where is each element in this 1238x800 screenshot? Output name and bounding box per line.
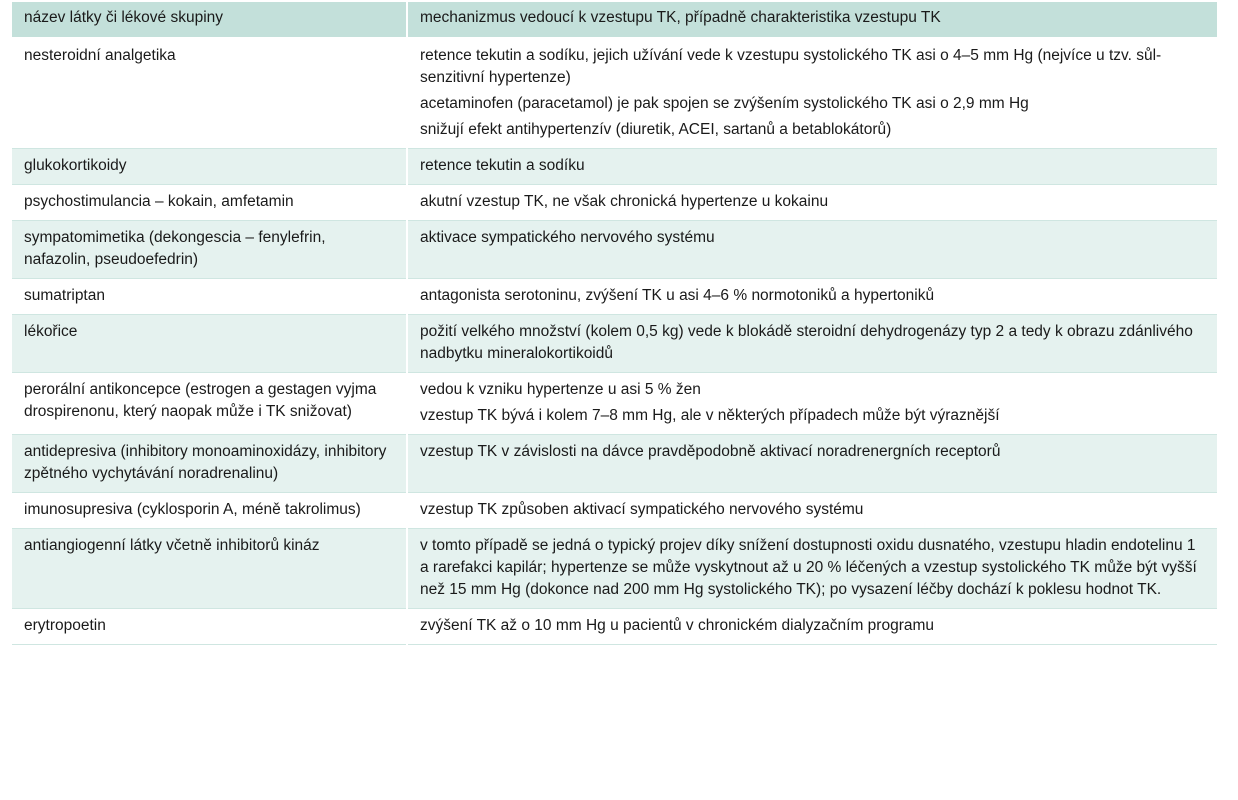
substance-cell: glukokortikoidy: [12, 149, 407, 185]
table-row: [12, 493, 1217, 529]
substance-cell: antidepresiva (inhibitory monoaminoxidázy, inhibitory zpětného vychytávání noradrenalinu): [12, 435, 407, 493]
table-row: [12, 279, 1217, 315]
substance-cell: perorální antikoncepce (estrogen a gestagen vyjma drospirenonu, který naopak může i TK snižovat): [12, 373, 407, 435]
mechanism-cell: [407, 493, 1217, 529]
mechanism-text: vedou k vzniku hypertenze u asi 5 % žen: [420, 381, 701, 398]
mechanism-cell: [407, 435, 1217, 493]
substance-cell: lékořice: [12, 315, 407, 373]
mechanism-cell: [407, 221, 1217, 279]
mechanism-text: požití velkého množství (kolem 0,5 kg) vede k blokádě steroidní dehydrogenázy typ 2 a tedy k obrazu zdánlivého nadbytku mineralokortikoidů: [420, 323, 1193, 362]
mechanism-cell: [407, 529, 1217, 609]
drug-hypertension-table-container: [12, 2, 1217, 645]
mechanism-cell: [407, 373, 1217, 435]
mechanism-text: akutní vzestup TK, ne však chronická hypertenze u kokainu: [420, 193, 829, 210]
mechanism-text: aktivace sympatického nervového systému: [420, 229, 715, 246]
substance-cell: antiangiogenní látky včetně inhibitorů kináz: [12, 529, 407, 609]
table-header-row: [12, 2, 1217, 38]
mechanism-cell: [407, 38, 1217, 149]
table-row: [12, 315, 1217, 373]
mechanism-text: zvýšení TK až o 10 mm Hg u pacientů v chronickém dialyzačním programu: [420, 617, 935, 634]
drug-hypertension-table: [12, 2, 1217, 645]
mechanism-text: vzestup TK bývá i kolem 7–8 mm Hg, ale v některých případech může být výraznější: [420, 407, 1000, 424]
table-body: [12, 38, 1217, 645]
substance-cell: nesteroidní analgetika: [12, 38, 407, 149]
mechanism-text: snižují efekt antihypertenzív (diuretik, ACEI, sartanů a betablokátorů): [420, 121, 892, 138]
table-row: [12, 38, 1217, 149]
mechanism-text: retence tekutin a sodíku: [420, 157, 585, 174]
table-row: [12, 221, 1217, 279]
substance-cell: imunosupresiva (cyklosporin A, méně takrolimus): [12, 493, 407, 529]
mechanism-text: v tomto případě se jedná o typický projev díky snížení dostupnosti oxidu dusnatého, vzestupu hladin endotelinu 1 a rarefakci kapilár; hypertenze se může vyskytnout až u 20 % léčených a vzestup systolického TK může být vyšší než 15 mm Hg (dokonce nad 200 mm Hg systolického TK); po vysazení léčby dochází k poklesu hodnot TK.: [420, 537, 1197, 598]
table-row: [12, 373, 1217, 435]
mechanism-cell: [407, 609, 1217, 645]
table-row: [12, 149, 1217, 185]
mechanism-text: vzestup TK v závislosti na dávce pravděpodobně aktivací noradrenergních receptorů: [420, 443, 1001, 460]
mechanism-cell: [407, 185, 1217, 221]
mechanism-text: antagonista serotoninu, zvýšení TK u asi 4–6 % normotoniků a hypertoniků: [420, 287, 935, 304]
header-substance: název látky či lékové skupiny: [12, 2, 407, 38]
table-row: [12, 529, 1217, 609]
table-row: [12, 185, 1217, 221]
mechanism-text: vzestup TK způsoben aktivací sympatického nervového systému: [420, 501, 864, 518]
header-mechanism: mechanizmus vedoucí k vzestupu TK, případně charakteristika vzestupu TK: [407, 2, 1217, 38]
substance-cell: psychostimulancia – kokain, amfetamin: [12, 185, 407, 221]
table-row: [12, 435, 1217, 493]
mechanism-cell: [407, 279, 1217, 315]
substance-cell: sympatomimetika (dekongescia – fenylefrin, nafazolin, pseudoefedrin): [12, 221, 407, 279]
mechanism-text: acetaminofen (paracetamol) je pak spojen se zvýšením systolického TK asi o 2,9 mm Hg: [420, 95, 1029, 112]
mechanism-cell: [407, 149, 1217, 185]
table-row: [12, 609, 1217, 645]
substance-cell: erytropoetin: [12, 609, 407, 645]
substance-cell: sumatriptan: [12, 279, 407, 315]
mechanism-cell: [407, 315, 1217, 373]
mechanism-text: retence tekutin a sodíku, jejich užívání vede k vzestupu systolického TK asi o 4–5 mm Hg (nejvíce u tzv. sůl-senzitivní hypertenze): [420, 47, 1162, 86]
